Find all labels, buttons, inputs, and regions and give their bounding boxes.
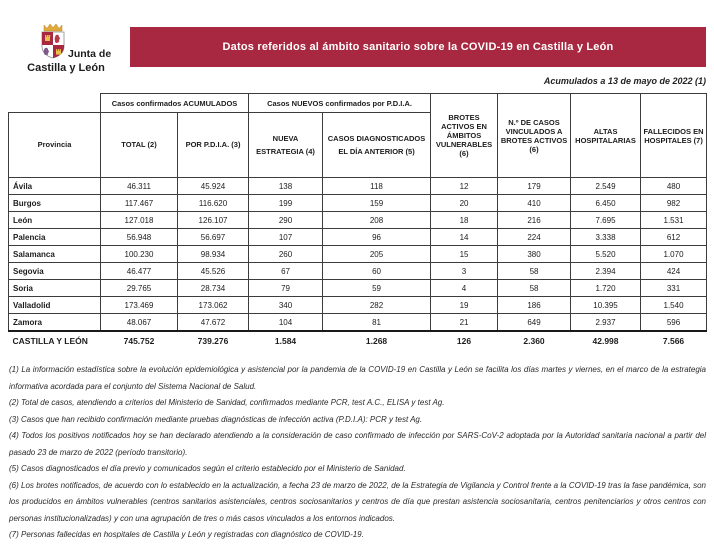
value-cell: 7.695 <box>571 212 641 229</box>
total-value: 7.566 <box>641 331 707 349</box>
footnote-6: (6) Los brotes notificados, de acuerdo con lo establecido en la actualización, a fecha 23 de marzo de 2022, de la Estrategia de Vigilancia y Control frente a la COVID-19 tras la fase pandémica, son los producidos en ámbitos vulnerables (centros sanitarios asistenciales, centros sociosanitarios y centros de día que prestan asistencia sociosanitaria, centros penitenciarios y otros centros con personas institucionalizadas) y con una agrupación de tres o más casos vinculados a los entornos indicados. <box>9 480 706 523</box>
total-value: 42.998 <box>571 331 641 349</box>
value-cell: 47.672 <box>178 314 249 332</box>
province-cell: Palencia <box>9 229 101 246</box>
total-value: 1.268 <box>323 331 431 349</box>
value-cell: 173.062 <box>178 297 249 314</box>
covid-data-table <box>8 93 707 349</box>
value-cell: 205 <box>323 246 431 263</box>
value-cell: 159 <box>323 195 431 212</box>
value-cell: 15 <box>431 246 498 263</box>
value-cell: 179 <box>498 178 571 195</box>
column-header-new-strategy: NUEVA ESTRATEGIA (4) <box>249 113 323 178</box>
province-cell: León <box>9 212 101 229</box>
value-cell: 104 <box>249 314 323 332</box>
value-cell: 46.311 <box>101 178 178 195</box>
value-cell: 18 <box>431 212 498 229</box>
value-cell: 2.937 <box>571 314 641 332</box>
province-cell: Valladolid <box>9 297 101 314</box>
value-cell: 48.067 <box>101 314 178 332</box>
title-banner <box>130 27 706 67</box>
table-row <box>9 246 707 263</box>
value-cell: 79 <box>249 280 323 297</box>
table-row <box>9 178 707 195</box>
value-cell: 331 <box>641 280 707 297</box>
value-cell: 260 <box>249 246 323 263</box>
value-cell: 282 <box>323 297 431 314</box>
province-cell: Ávila <box>9 178 101 195</box>
column-header-active-outbreaks: BROTES ACTIVOS EN ÁMBITOS VULNERABLES (6) <box>431 94 498 178</box>
value-cell: 3 <box>431 263 498 280</box>
value-cell: 29.765 <box>101 280 178 297</box>
value-cell: 1.540 <box>641 297 707 314</box>
table-row <box>9 195 707 212</box>
value-cell: 2.549 <box>571 178 641 195</box>
value-cell: 14 <box>431 229 498 246</box>
value-cell: 1.531 <box>641 212 707 229</box>
group-header-new-cases: Casos NUEVOS confirmados por P.D.I.A. <box>249 94 431 113</box>
table-row <box>9 212 707 229</box>
value-cell: 982 <box>641 195 707 212</box>
value-cell: 340 <box>249 297 323 314</box>
value-cell: 59 <box>323 280 431 297</box>
value-cell: 67 <box>249 263 323 280</box>
value-cell: 58 <box>498 263 571 280</box>
value-cell: 3.338 <box>571 229 641 246</box>
logo-text-line2: Castilla y León <box>27 62 105 74</box>
total-value: 739.276 <box>178 331 249 349</box>
column-header-hospital-discharges: ALTAS HOSPITALARIAS <box>571 94 641 178</box>
province-cell: Soria <box>9 280 101 297</box>
total-value: 1.584 <box>249 331 323 349</box>
table-row <box>9 280 707 297</box>
value-cell: 2.394 <box>571 263 641 280</box>
footnote-4: (4) Todos los positivos notificados hoy se han declarado atendiendo a la consideración de caso confirmado de infección por SARS-CoV-2 adoptada por la Autoridad sanitaria nacional a partir del pasado 23 de marzo de 2022 (período transitorio). <box>9 431 706 457</box>
value-cell: 107 <box>249 229 323 246</box>
value-cell: 6.450 <box>571 195 641 212</box>
value-cell: 116.620 <box>178 195 249 212</box>
value-cell: 45.924 <box>178 178 249 195</box>
page-title: Datos referidos al ámbito sanitario sobre la COVID-19 en Castilla y León <box>222 41 614 53</box>
total-value: 745.752 <box>101 331 178 349</box>
value-cell: 118 <box>323 178 431 195</box>
total-value: 126 <box>431 331 498 349</box>
value-cell: 649 <box>498 314 571 332</box>
value-cell: 5.520 <box>571 246 641 263</box>
table-body <box>9 178 707 332</box>
value-cell: 4 <box>431 280 498 297</box>
value-cell: 208 <box>323 212 431 229</box>
footnote-1: (1) La información estadística sobre la evolución epidemiológica y asistencial por la pandemia de la COVID-19 en Castilla y León se facilita los días martes y viernes, en el marco de la estrategia informativa acordada para el conjunto del Sistema Nacional de Salud. <box>9 365 706 391</box>
footnotes-block <box>9 362 706 544</box>
value-cell: 20 <box>431 195 498 212</box>
value-cell: 410 <box>498 195 571 212</box>
table-group-header-row <box>9 94 707 113</box>
value-cell: 10.395 <box>571 297 641 314</box>
group-header-accumulated: Casos confirmados ACUMULADOS <box>101 94 249 113</box>
blank-corner-cell <box>9 94 101 113</box>
province-cell: Segovia <box>9 263 101 280</box>
junta-logo <box>6 22 126 80</box>
value-cell: 138 <box>249 178 323 195</box>
value-cell: 224 <box>498 229 571 246</box>
value-cell: 186 <box>498 297 571 314</box>
value-cell: 424 <box>641 263 707 280</box>
table-row <box>9 314 707 332</box>
value-cell: 290 <box>249 212 323 229</box>
value-cell: 45.526 <box>178 263 249 280</box>
value-cell: 480 <box>641 178 707 195</box>
table-row <box>9 263 707 280</box>
value-cell: 28.734 <box>178 280 249 297</box>
value-cell: 60 <box>323 263 431 280</box>
table-row <box>9 297 707 314</box>
value-cell: 12 <box>431 178 498 195</box>
value-cell: 612 <box>641 229 707 246</box>
footnote-2: (2) Total de casos, atendiendo a criterios del Ministerio de Sanidad, confirmados mediante PCR, test A.C., ELISA y test Ag. <box>9 398 445 407</box>
province-cell: Zamora <box>9 314 101 332</box>
value-cell: 380 <box>498 246 571 263</box>
value-cell: 56.948 <box>101 229 178 246</box>
value-cell: 1.070 <box>641 246 707 263</box>
table-total-row <box>9 331 707 349</box>
value-cell: 19 <box>431 297 498 314</box>
column-header-hospital-deaths: FALLECIDOS EN HOSPITALES (7) <box>641 94 707 178</box>
column-header-total: TOTAL (2) <box>101 113 178 178</box>
province-cell: Salamanca <box>9 246 101 263</box>
total-row-label: CASTILLA Y LEÓN <box>9 331 101 349</box>
value-cell: 58 <box>498 280 571 297</box>
column-header-by-pdia: POR P.D.I.A. (3) <box>178 113 249 178</box>
value-cell: 81 <box>323 314 431 332</box>
footnote-3: (3) Casos que han recibido confirmación mediante pruebas diagnósticas de infección activa (P.D.I.A): PCR y test Ag. <box>9 414 423 424</box>
column-header-outbreak-cases: N.º DE CASOS VINCULADOS A BROTES ACTIVOS (6) <box>498 94 571 178</box>
value-cell: 100.230 <box>101 246 178 263</box>
value-cell: 117.467 <box>101 195 178 212</box>
value-cell: 46.477 <box>101 263 178 280</box>
column-header-province: Provincia <box>9 113 101 178</box>
value-cell: 21 <box>431 314 498 332</box>
logo-text-line1: Junta de <box>68 48 112 60</box>
value-cell: 56.697 <box>178 229 249 246</box>
accumulated-date-note: Acumulados a 13 de mayo de 2022 (1) <box>543 76 706 86</box>
castilla-leon-shield-icon <box>36 22 70 62</box>
table-row <box>9 229 707 246</box>
footnote-5: (5) Casos diagnosticados el día previo y comunicados según el criterio establecido por el Ministerio de Sanidad. <box>9 464 406 473</box>
footnote-7: (7) Personas fallecidas en hospitales de Castilla y León y registradas con diagnóstico de COVID-19. <box>9 530 364 539</box>
value-cell: 199 <box>249 195 323 212</box>
value-cell: 1.720 <box>571 280 641 297</box>
value-cell: 96 <box>323 229 431 246</box>
value-cell: 216 <box>498 212 571 229</box>
province-cell: Burgos <box>9 195 101 212</box>
value-cell: 98.934 <box>178 246 249 263</box>
value-cell: 596 <box>641 314 707 332</box>
value-cell: 173.469 <box>101 297 178 314</box>
value-cell: 127.018 <box>101 212 178 229</box>
column-header-diagnosed-prev-day: CASOS DIAGNOSTICADOS EL DÍA ANTERIOR (5) <box>323 113 431 178</box>
value-cell: 126.107 <box>178 212 249 229</box>
total-value: 2.360 <box>498 331 571 349</box>
